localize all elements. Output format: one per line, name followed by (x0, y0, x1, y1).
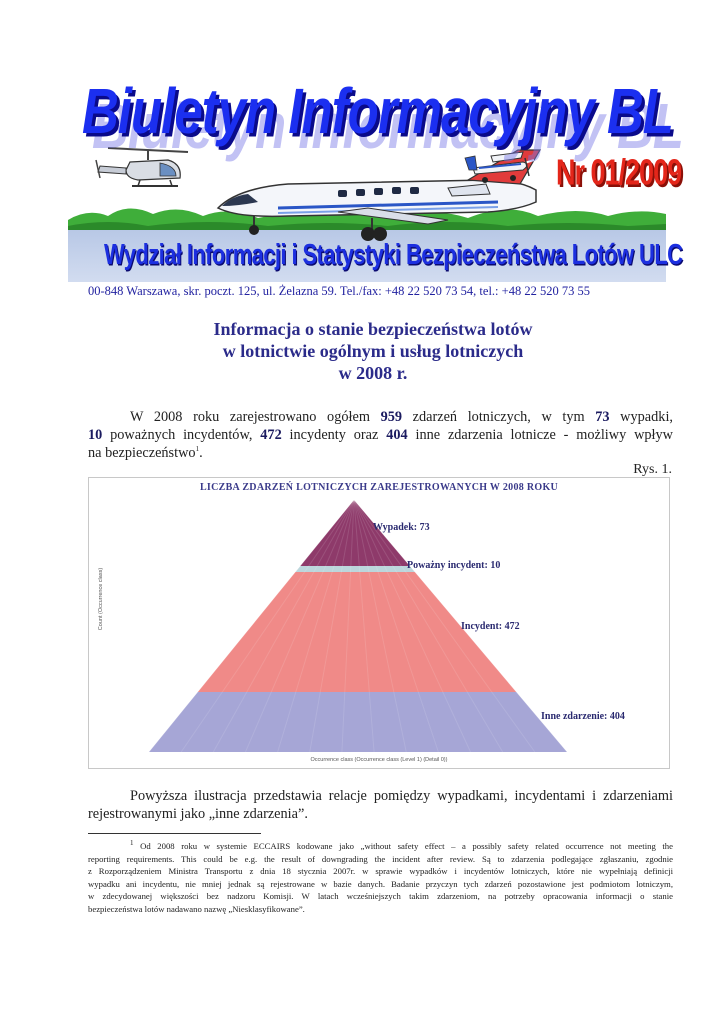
intro-text: poważnych incydentów, (102, 427, 261, 443)
bulletin-title: Biuletyn Informacyjny BL (82, 75, 673, 147)
title-line-1: Informacja o stanie bezpieczeństwa lotów (213, 319, 533, 339)
intro-text: . (199, 445, 203, 461)
data-label-accident: Wypadek: 73 (373, 522, 430, 533)
x-axis-label: Occurrence class (Occurrence class (Level 1) (Detail 0)) (310, 757, 448, 763)
data-label-serious-incident: Poważny incydent: 10 (407, 560, 501, 571)
footnote-ref[interactable]: 1 (195, 445, 200, 454)
footnote-line-3: z Rozporządzeniem Ministra Transportu z dnia 18 stycznia 2007r. w sprawie wypadków i incydentów lotniczych, które nie wypełniają definicji (88, 866, 673, 877)
summary-line-1: Powyższa ilustracja przedstawia relacje pomiędzy wypadkami, incydentami i zdarzeniami (130, 788, 673, 804)
title-line-3: w 2008 r. (338, 363, 408, 383)
intro-text: na bezpieczeństwo (88, 445, 196, 461)
intro-text: incydenty oraz (281, 427, 387, 443)
intro-line-2 (88, 426, 673, 444)
intro-line-3 (88, 444, 673, 462)
accident-count: 73 (595, 409, 610, 425)
helicopter-icon (96, 148, 188, 186)
title-line-2: w lotnictwie ogólnym i usług lotniczych (222, 341, 524, 361)
intro-text: inne zdarzenia lotnicze - możliwy wpływ (407, 427, 673, 443)
pyramid-band-serious-incident (295, 566, 414, 572)
issue-number: Nr 01/2009 (556, 152, 682, 193)
pyramid-chart (88, 477, 670, 769)
total-count: 959 (380, 409, 403, 425)
contact-address: 00-848 Warszawa, skr. poczt. 125, ul. Żelazna 59. Tel./fax: +48 22 520 73 54, tel.: +48 22 520 73 55 (88, 284, 590, 298)
pyramid-band-incident (198, 572, 516, 692)
intro-text: W 2008 roku zarejestrowano ogółem (130, 409, 381, 425)
summary-line-2: rejestrowanymi jako „inne zdarzenia”. (88, 806, 308, 822)
intro-text: wypadki, (609, 409, 673, 425)
intro-line-1 (88, 408, 673, 426)
footnote-line-6: bezpieczeństwa lotów nadawano nazwę „Niesklasyfikowane”. (88, 903, 305, 914)
footnote-line-4: wypadku ani incydentu, nie mniej jednak są rejestrowane w bazie danych. Badanie przyczyn tych zdarzeń pozostawione jest podmiotom lotniczym, (88, 878, 673, 889)
department-name: Wydział Informacji i Statystyki Bezpieczeństwa Lotów ULC (104, 238, 683, 271)
footnote-line-1 (88, 840, 673, 853)
summary-paragraph (88, 787, 673, 823)
footnote (88, 840, 673, 916)
other-count: 404 (386, 427, 408, 443)
serious-incident-count: 10 (88, 427, 103, 443)
document-title (120, 318, 626, 384)
data-label-incident: Incydent: 472 (461, 621, 520, 632)
intro-paragraph (88, 408, 673, 462)
footnote-line-5: w zdecydowanej większości bez nadzoru Komisji. W latach wcześniejszych takim zdarzeniom, na potrzeby opracowania informacji o stanie (88, 891, 673, 902)
footnote-number: 1 (130, 839, 134, 848)
footnote-line-2: reporting requirements. This could be e.g. the result of downgrading the incident after review. Są to zdarzenia podlegające zgłaszaniu, zgodnie (88, 853, 673, 864)
footnote-separator (88, 833, 261, 834)
y-axis-label: Count (Occurrence class) (98, 567, 104, 631)
pyramid-band-other (149, 692, 567, 752)
figure-label: Rys. 1. (633, 462, 672, 477)
intro-text: zdarzeń lotniczych, w tym (402, 409, 596, 425)
chart-title: LICZBA ZDARZEŃ LOTNICZYCH ZAREJESTROWANYCH W 2008 ROKU (199, 482, 559, 493)
data-label-other: Inne zdarzenie: 404 (541, 711, 625, 722)
incident-count: 472 (260, 427, 282, 443)
footnote-text: Od 2008 roku w systemie ECCAIRS kodowane jako „without safety effect – a possibly safety related occurrence not meeting the (133, 841, 673, 851)
